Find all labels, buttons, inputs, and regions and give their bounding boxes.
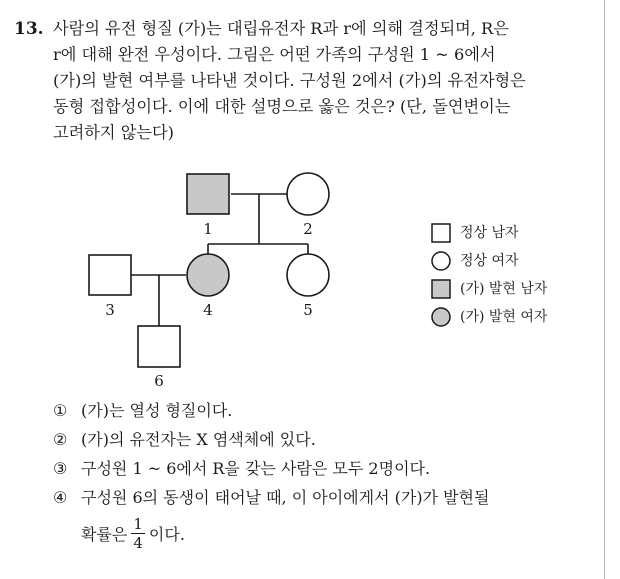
member-3-normal-male [89,255,131,295]
member-1-label: 1 [203,220,213,238]
choice-text-cont: 확률은 [81,525,128,544]
member-1-affected-male [187,174,229,214]
fraction-numerator: 1 [133,515,143,533]
choice-text-cont: 이다. [148,525,185,544]
question-number: 13. [14,19,44,39]
stem-line: r에 대해 완전 우성이다. 그림은 어떤 가족의 구성원 1 ~ 6에서 [53,45,496,64]
choice-4-continuation [81,515,598,552]
square-open-icon [430,222,452,244]
legend-item-affected-male [430,278,547,300]
choice-mark: ④ [53,488,68,507]
choice-text: (가)의 유전자는 X 염색체에 있다. [81,430,316,449]
stem-line: 고려하지 않는다) [53,123,174,142]
member-4-affected-female [187,254,229,296]
choice-2[interactable] [53,427,598,453]
choice-mark: ② [53,430,68,449]
pedigree-legend [430,222,547,334]
choice-mark: ③ [53,459,68,478]
answer-choices [53,398,598,552]
legend-item-normal-female [430,250,547,272]
choice-mark: ① [53,401,68,420]
choice-3[interactable] [53,456,598,482]
circle-filled-icon [430,306,452,328]
legend-label: 정상 남자 [460,225,519,241]
choice-text: 구성원 1 ~ 6에서 R을 갖는 사람은 모두 2명이다. [81,459,431,478]
member-4-label: 4 [203,301,213,319]
member-3-label: 3 [105,301,115,319]
fraction-denominator: 4 [133,534,143,552]
choice-4[interactable] [53,485,598,552]
choice-text: (가)는 열성 형질이다. [81,401,233,420]
member-5-normal-female [287,254,329,296]
fraction [131,515,145,552]
legend-label: (가) 발현 여자 [460,309,548,325]
choice-text: 구성원 6의 동생이 태어날 때, 이 아이에게서 (가)가 발현될 [81,488,490,507]
legend-label: 정상 여자 [460,253,519,269]
legend-item-normal-male [430,222,547,244]
legend-label: (가) 발현 남자 [460,281,548,297]
member-6-label: 6 [154,372,164,390]
circle-open-icon [430,250,452,272]
member-2-normal-female [287,173,329,215]
stem-line: (가)의 발현 여부를 나타낸 것이다. 구성원 2에서 (가)의 유전자형은 [53,71,526,90]
member-5-label: 5 [303,301,313,319]
member-6-normal-male [138,326,180,367]
member-2-label: 2 [303,220,313,238]
legend-item-affected-female [430,306,547,328]
stem-line: 동형 접합성이다. 이에 대한 설명으로 옳은 것은? (단, 돌연변이는 [53,97,511,116]
stem-line: 사람의 유전 형질 (가)는 대립유전자 R과 r에 의해 결정되며, R은 [53,19,509,38]
square-filled-icon [430,278,452,300]
choice-1[interactable] [53,398,598,424]
